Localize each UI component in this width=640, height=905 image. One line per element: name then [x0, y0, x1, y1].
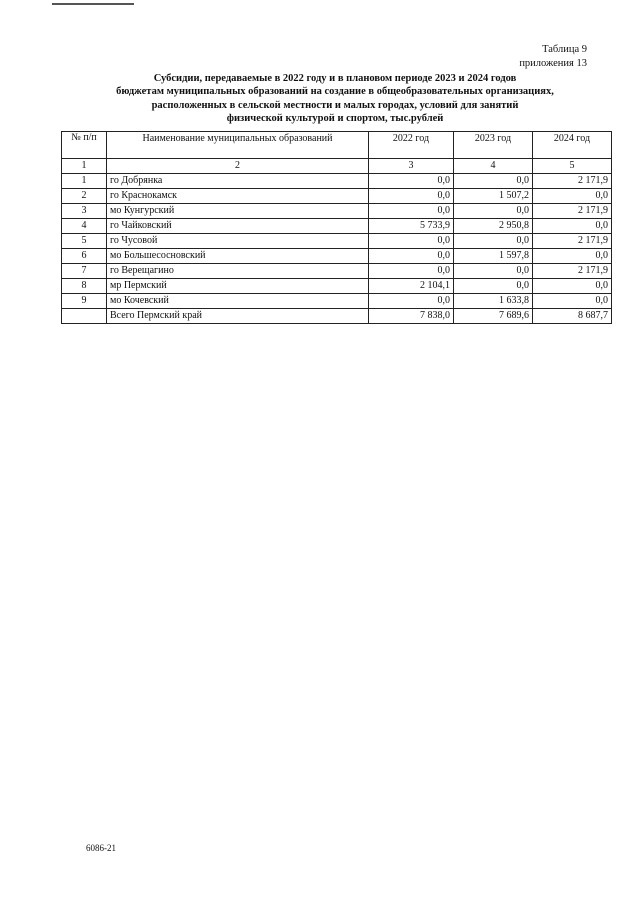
subsidy-table — [61, 131, 612, 324]
col-number: 5 — [533, 159, 612, 174]
document-code: 6086-21 — [86, 843, 116, 853]
municipality-name: го Чусовой — [107, 234, 369, 249]
municipality-name: мо Кунгурский — [107, 204, 369, 219]
value-2024: 2 171,9 — [533, 234, 612, 249]
table-row — [62, 174, 612, 189]
table-row — [62, 294, 612, 309]
value-2024: 0,0 — [533, 294, 612, 309]
municipality-name: го Краснокамск — [107, 189, 369, 204]
municipality-name: мр Пермский — [107, 279, 369, 294]
header-name: Наименование муниципальных образований — [107, 132, 369, 159]
value-2022: 2 104,1 — [369, 279, 454, 294]
value-2023: 1 507,2 — [454, 189, 533, 204]
row-num: 1 — [62, 174, 107, 189]
table-row — [62, 234, 612, 249]
col-number: 4 — [454, 159, 533, 174]
value-2023: 2 950,8 — [454, 219, 533, 234]
value-2022: 0,0 — [369, 189, 454, 204]
col-number: 3 — [369, 159, 454, 174]
municipality-name: мо Большесосновский — [107, 249, 369, 264]
value-2024: 0,0 — [533, 279, 612, 294]
value-2022: 0,0 — [369, 294, 454, 309]
table-header-row — [62, 132, 612, 159]
document-title — [60, 72, 610, 126]
scan-mark — [52, 3, 134, 5]
value-2024: 0,0 — [533, 249, 612, 264]
row-num: 3 — [62, 204, 107, 219]
row-num: 4 — [62, 219, 107, 234]
value-2022: 0,0 — [369, 204, 454, 219]
value-2023: 1 597,8 — [454, 249, 533, 264]
title-line: физической культурой и спортом, тыс.рублей — [226, 113, 444, 125]
value-2022: 0,0 — [369, 264, 454, 279]
header-2023: 2023 год — [454, 132, 533, 159]
row-num: 7 — [62, 264, 107, 279]
municipality-name: го Чайковский — [107, 219, 369, 234]
col-number: 2 — [107, 159, 369, 174]
value-2024: 2 171,9 — [533, 264, 612, 279]
value-2023: 0,0 — [454, 264, 533, 279]
row-num: 2 — [62, 189, 107, 204]
total-row — [62, 309, 612, 324]
total-2023: 7 689,6 — [454, 309, 533, 324]
municipality-name: мо Кочевский — [107, 294, 369, 309]
column-number-row — [62, 159, 612, 174]
table-label: Таблица 9 — [542, 44, 587, 55]
value-2022: 5 733,9 — [369, 219, 454, 234]
table-reference — [519, 43, 587, 71]
row-num: 8 — [62, 279, 107, 294]
municipality-name: го Верещагино — [107, 264, 369, 279]
table-row — [62, 204, 612, 219]
table-row — [62, 189, 612, 204]
table-row — [62, 219, 612, 234]
value-2022: 0,0 — [369, 174, 454, 189]
value-2023: 1 633,8 — [454, 294, 533, 309]
row-num: 6 — [62, 249, 107, 264]
total-2024: 8 687,7 — [533, 309, 612, 324]
total-num-cell — [62, 309, 107, 324]
title-line: Субсидии, передаваемые в 2022 году и в плановом периоде 2023 и 2024 годов — [153, 73, 517, 84]
value-2024: 0,0 — [533, 189, 612, 204]
value-2022: 0,0 — [369, 234, 454, 249]
appendix-label: приложения 13 — [519, 58, 587, 69]
value-2023: 0,0 — [454, 234, 533, 249]
value-2022: 0,0 — [369, 249, 454, 264]
total-label: Всего Пермский край — [107, 309, 369, 324]
title-line: бюджетам муниципальных образований на создание в общеобразовательных организациях, — [116, 86, 554, 98]
total-2022: 7 838,0 — [369, 309, 454, 324]
table-row — [62, 264, 612, 279]
title-line: расположенных в сельской местности и малых городах, условий для занятий — [151, 99, 519, 111]
header-2024: 2024 год — [533, 132, 612, 159]
col-number: 1 — [62, 159, 107, 174]
value-2024: 0,0 — [533, 219, 612, 234]
table-row — [62, 249, 612, 264]
table-row — [62, 279, 612, 294]
value-2023: 0,0 — [454, 174, 533, 189]
value-2023: 0,0 — [454, 204, 533, 219]
municipality-name: го Добрянка — [107, 174, 369, 189]
row-num: 9 — [62, 294, 107, 309]
header-num: № п/п — [62, 132, 107, 159]
value-2023: 0,0 — [454, 279, 533, 294]
value-2024: 2 171,9 — [533, 174, 612, 189]
value-2024: 2 171,9 — [533, 204, 612, 219]
header-2022: 2022 год — [369, 132, 454, 159]
row-num: 5 — [62, 234, 107, 249]
